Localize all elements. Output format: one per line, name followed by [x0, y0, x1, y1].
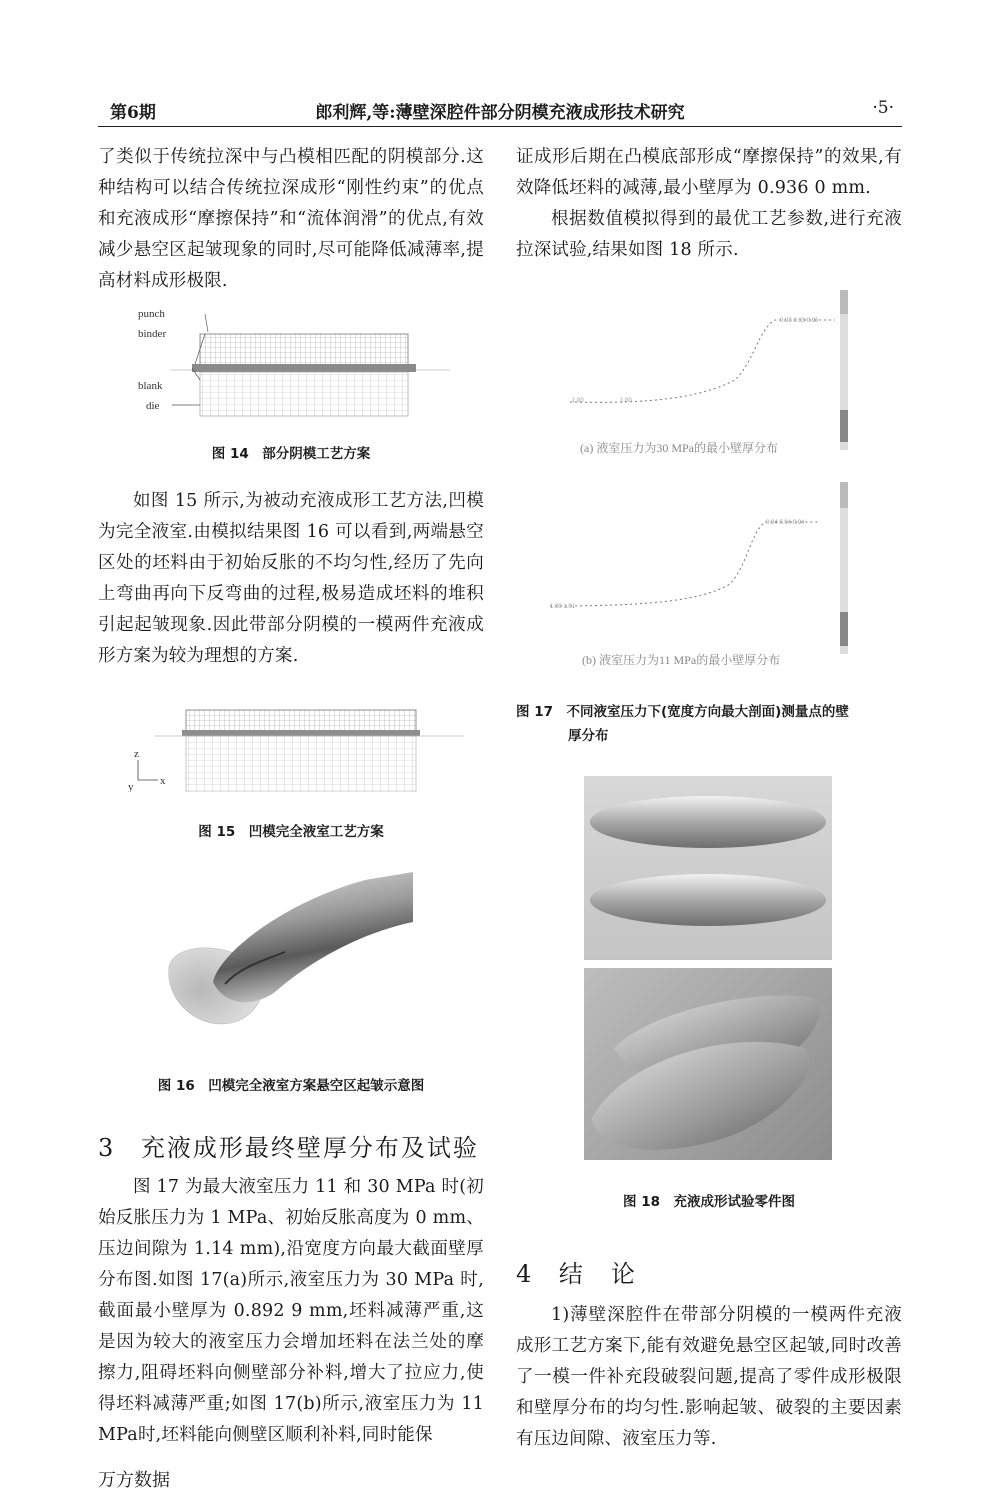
- axis-z: z: [134, 748, 139, 760]
- figure-18-top-parts: [584, 776, 832, 960]
- running-title: 郎利辉,等:薄壁深腔件部分阴模充液成形技术研究: [315, 103, 685, 123]
- figure-14-drawing: [130, 302, 450, 426]
- label-die: die: [146, 400, 160, 412]
- figure-17a: [530, 280, 860, 460]
- left-para-1: 了类似于传统拉深中与凸模相匹配的阴模部分.这种结构可以结合传统拉深成形“刚性约束”的优点和充液成形“摩擦保持”和“流体润滑”的优点,有效减少悬空区起皱现象的同时,尽可能降低减薄率,提高材料成形极限.: [98, 147, 484, 291]
- section-3-number: 3: [98, 1134, 116, 1162]
- section-4-heading: [516, 1254, 637, 1289]
- label-binder: binder: [138, 328, 167, 340]
- left-para-2: 如图 15 所示,为被动充液成形工艺方法,凹模为完全液室.由模拟结果图 16 可以看到,两端悬空区处的坯料由于初始反胀的不均匀性,经历了先向上弯曲再向下反弯曲的过程,极易造成坯料的堆积引起起皱现象.因此带部分阴模的一模两件充液成形方案为较为理想的方案.: [98, 491, 484, 666]
- figure-17-caption: [516, 700, 902, 748]
- page-header: [98, 92, 902, 127]
- left-para-3: 图 17 为最大液室压力 11 和 30 MPa 时(初始反胀压力为 1 MPa、初始反胀高度为 0 mm、压边间隙为 1.14 mm),沿宽度方向最大截面壁厚分布图.如图 17(a)所示,液室压力为 30 MPa 时,截面最小壁厚为 0.892 9 mm,坯料减薄严重,这是因为较大的液室压力会增加坯料在法兰处的摩擦力,阻碍坯料向侧壁部分补料,增大了拉应力,使得坯料减薄严重;如图 17(b)所示,液室压力为 11 MPa时,坯料能向侧壁区顺利补料,同时能保: [98, 1177, 484, 1445]
- svg-text:0.94 0.94 0.94: 0.94 0.94 0.94: [766, 520, 805, 526]
- figure-17b-plot: [530, 476, 860, 672]
- figure-17-caption-line2: 厚分布: [568, 728, 609, 744]
- figure-17-caption-line1: 图 17 不同液室压力下(宽度方向最大剖面)测量点的壁: [516, 704, 849, 720]
- section-3-heading: [98, 1128, 479, 1163]
- figure-15: [124, 700, 464, 792]
- page-number: ·5·: [872, 98, 894, 118]
- svg-text:0.93 0.93 0.93: 0.93 0.93 0.93: [780, 318, 819, 324]
- section-3-title: 充液成形最终壁厚分布及试验: [140, 1134, 479, 1162]
- svg-text:1.00: 1.00: [572, 398, 584, 404]
- figure-15-caption: 图 15 凹模完全液室工艺方案: [198, 824, 384, 840]
- axis-x: x: [160, 775, 166, 787]
- axis-y: y: [128, 781, 134, 792]
- section-4-title: 结 论: [558, 1260, 637, 1288]
- figure-14-caption: 图 14 部分阴模工艺方案: [211, 446, 371, 462]
- figure-18-bottom-parts: [584, 968, 832, 1160]
- right-para-2: 根据数值模拟得到的最优工艺参数,进行充液拉深试验,结果如图 18 所示.: [516, 209, 902, 260]
- figure-16: [165, 872, 415, 1032]
- figure-17b: [530, 476, 860, 672]
- figure-17a-plot: [530, 280, 860, 460]
- section-4-number: 4: [516, 1260, 534, 1288]
- figure-18-photo-bottom: [584, 968, 832, 1160]
- figure-14: [130, 302, 450, 426]
- figure-18-caption: 图 18 充液成形试验零件图: [623, 1194, 795, 1210]
- figure-15-drawing: [124, 700, 464, 792]
- figure-17a-subcaption: (a) 液室压力为30 MPa的最小壁厚分布: [580, 441, 778, 455]
- right-para-3: 1)薄壁深腔件在带部分阴模的一模两件充液成形工艺方案下,能有效避免悬空区起皱,同时改善了一模一件补充段破裂问题,提高了零件成形极限和壁厚分布的均匀性.影响起皱、破裂的主要因素有压边间隙、液室压力等.: [516, 1305, 902, 1449]
- figure-16-drawing: [165, 872, 415, 1032]
- svg-text:1.00 1.01: 1.00 1.01: [550, 604, 576, 610]
- label-punch: punch: [138, 308, 165, 320]
- label-blank: blank: [138, 380, 163, 392]
- figure-17b-subcaption: (b) 液室压力为11 MPa的最小壁厚分布: [582, 653, 781, 667]
- right-para-1: 证成形后期在凸模底部形成“摩擦保持”的效果,有效降低坯料的减薄,最小壁厚为 0.936 0 mm.: [516, 147, 902, 198]
- svg-text:1.00: 1.00: [620, 398, 632, 404]
- figure-16-caption: 图 16 凹模完全液室方案悬空区起皱示意图: [157, 1078, 425, 1094]
- footer-watermark: 万方数据: [98, 1470, 170, 1491]
- issue-number: 第6期: [110, 103, 156, 123]
- figure-18-photo-top: [584, 776, 832, 960]
